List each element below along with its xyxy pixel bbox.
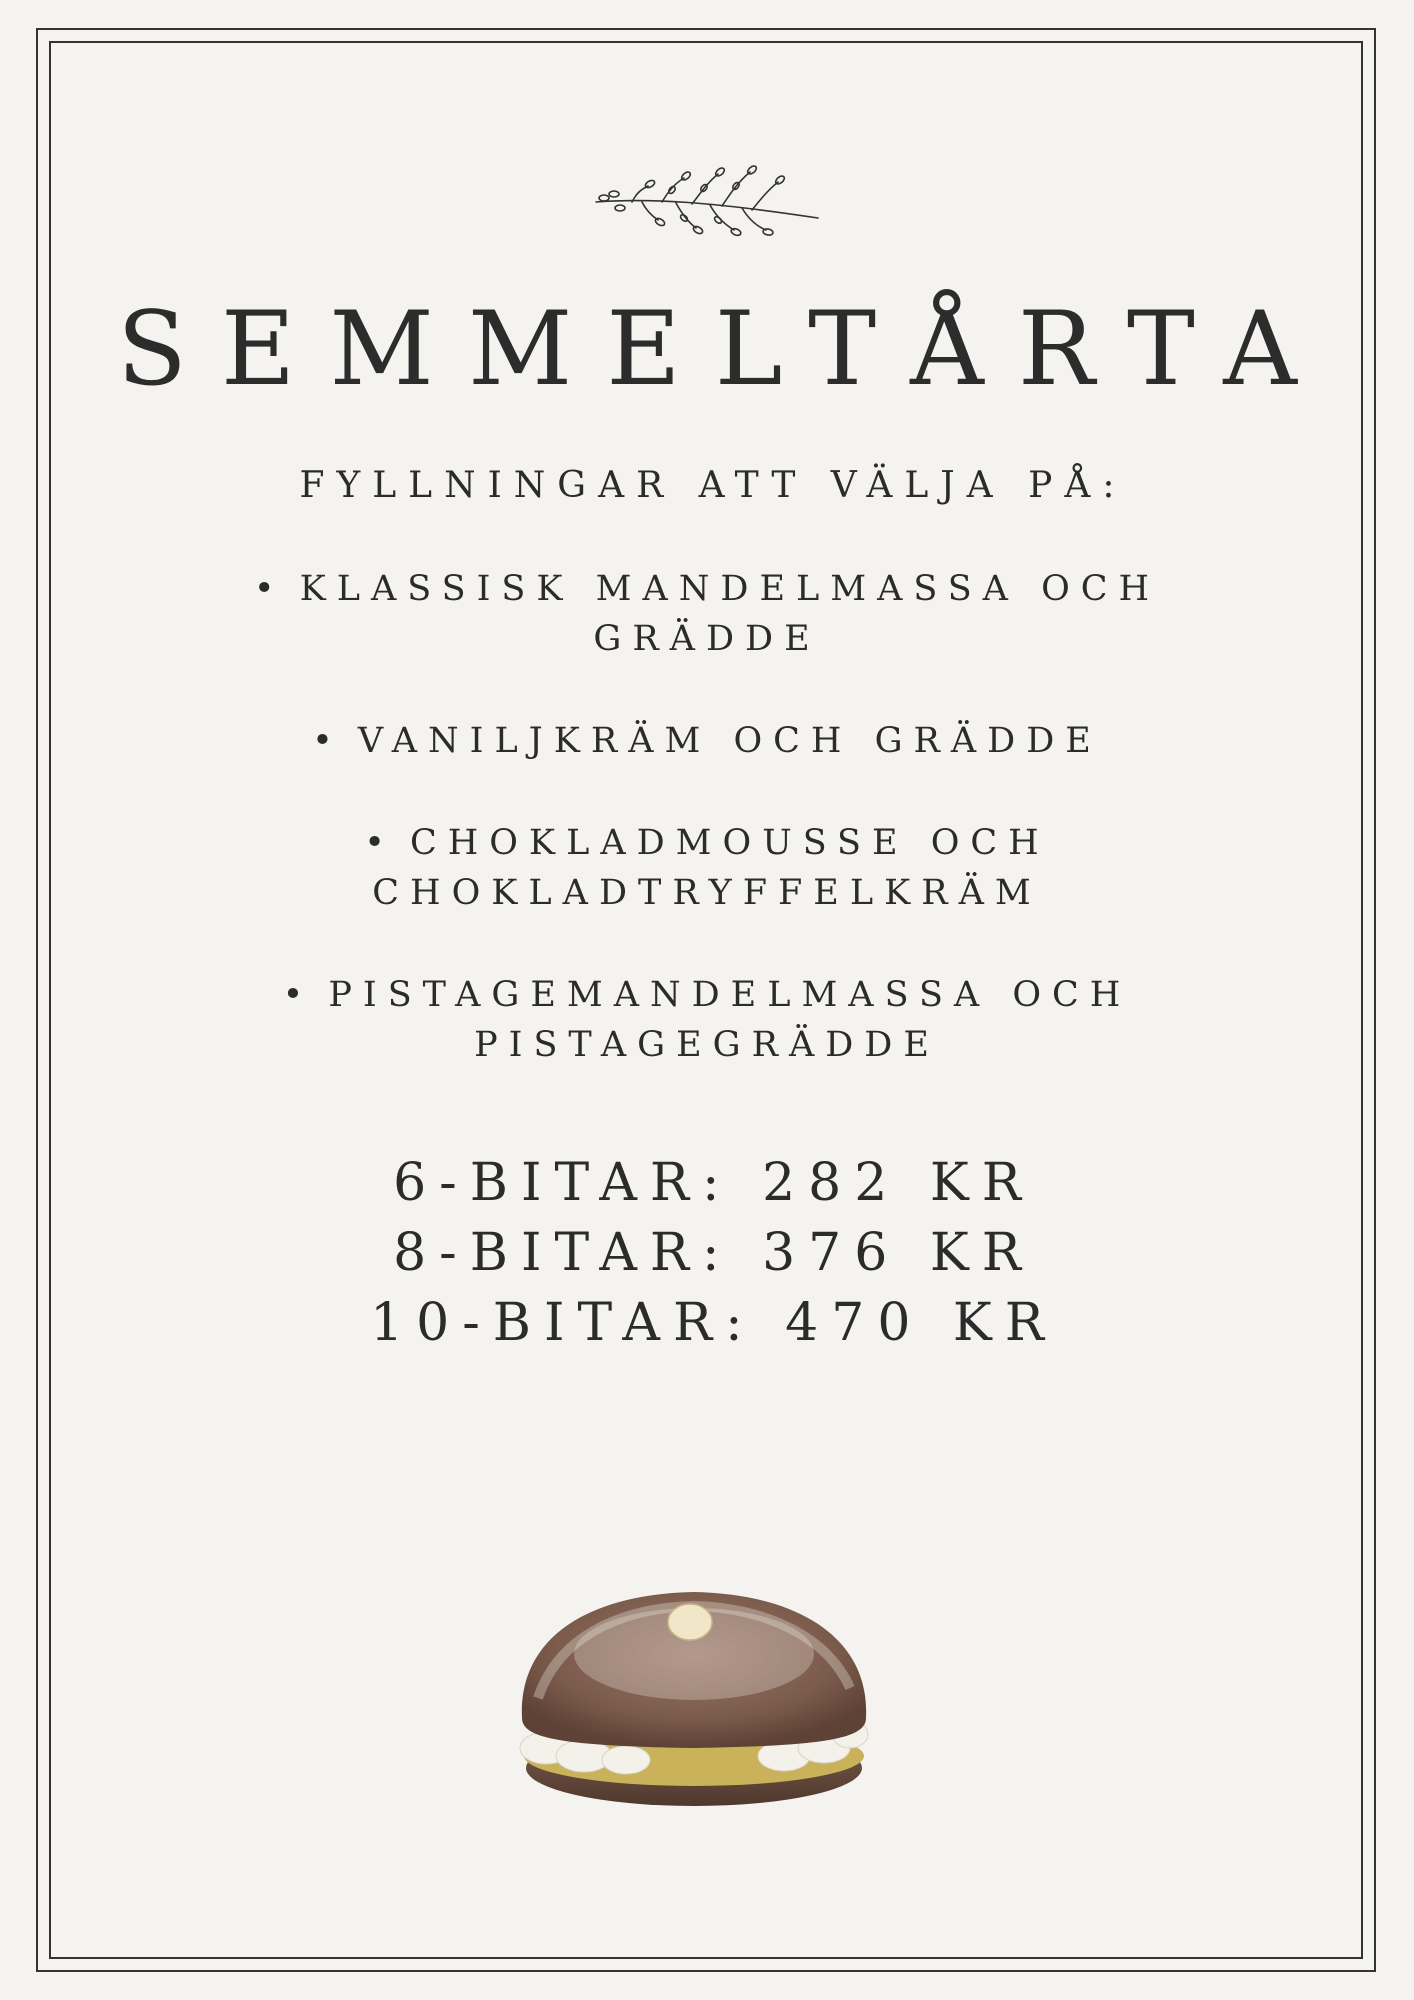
price-line: 10-BITAR: 470 KR — [370, 1293, 1057, 1353]
list-item — [100, 564, 1314, 664]
price-list — [0, 1148, 1414, 1358]
bullet: • — [282, 975, 315, 1015]
semla-cake-image — [498, 1578, 886, 1814]
list-item — [100, 970, 1314, 1070]
list-item — [100, 716, 1314, 766]
page-title: SEMMELTÅRTA — [117, 290, 1331, 409]
filling-label: CHOKLADMOUSSE OCH CHOKLADTRYFFELKRÄM — [372, 823, 1050, 913]
filling-label: KLASSISK MANDELMASSA OCH GRÄDDE — [299, 569, 1161, 659]
bullet: • — [364, 823, 396, 863]
fillings-heading: FYLLNINGAR ATT VÄLJA PÅ: — [299, 465, 1127, 506]
price-line: 8-BITAR: 376 KR — [393, 1223, 1034, 1283]
price-line: 6-BITAR: 282 KR — [393, 1153, 1034, 1213]
bullet: • — [253, 569, 286, 609]
filling-label: PISTAGEMANDELMASSA OCH PISTAGEGRÄDDE — [328, 975, 1132, 1065]
filling-label: VANILJKRÄM OCH GRÄDDE — [357, 721, 1102, 761]
list-item — [100, 818, 1314, 918]
sprig-ornament-icon — [592, 158, 822, 248]
fillings-list — [100, 564, 1314, 1122]
bullet: • — [312, 721, 344, 761]
